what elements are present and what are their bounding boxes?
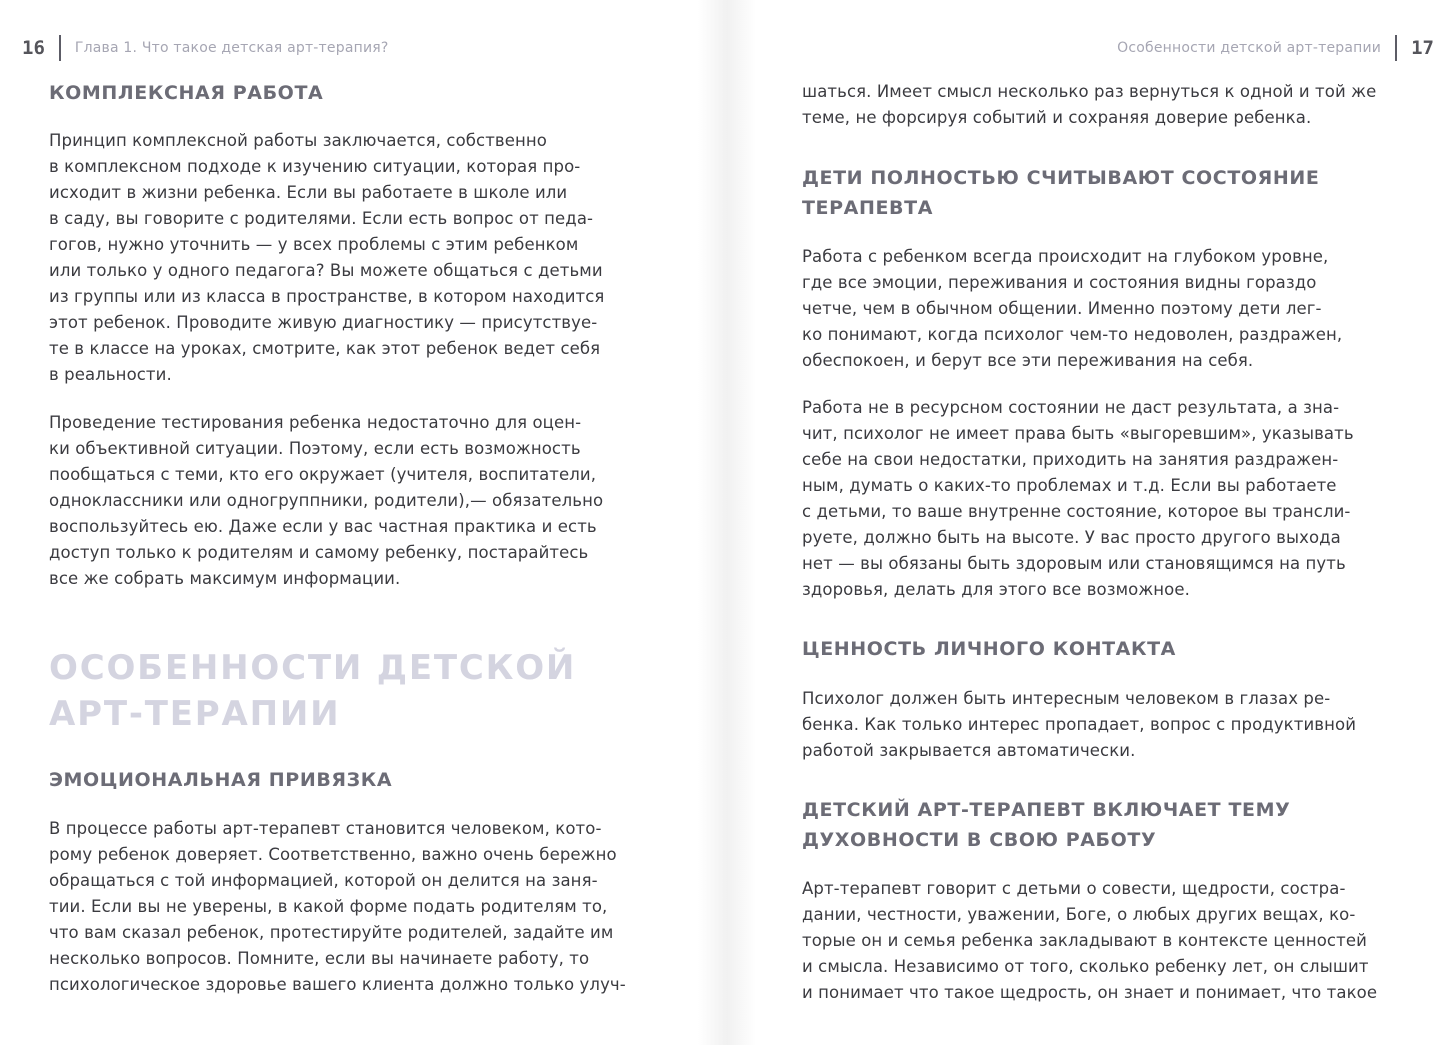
paragraph-resource-state: Работа не в ресурсном состоянии не даст результата, а зна- чит, психолог не имеет права быть «выгоревшим», указывать себе на свои недостатки, приходить на занятия раздражен- ным, думать о каких-то проблемах и т.д. Если вы работаете с детьми, то ваше внутренне состояние, которое вы трансли- руете, должно быть на высоте. У вас просто другого выхода нет — вы обязаны быть здоровым или становящимся на путь здоровья, делать для этого все возможное. bbox=[802, 398, 1354, 599]
right-running-title: Особенности детской арт-терапии bbox=[1117, 40, 1382, 56]
left-header-divider bbox=[59, 35, 61, 61]
paragraph-complex-2: Проведение тестирования ребенка недостаточно для оцен- ки объективной ситуации. Поэтому, если есть возможность пообщаться с теми, кто его окружает (учителя, воспитатели, одноклассники или одногруппники, родители),— обязательно воспользуйтесь ею. Даже если у вас частная практика и есть доступ только к родителям и самому ребенку, постарайтесь все же собрать максимум информации. bbox=[49, 413, 604, 588]
paragraph-deep-level: Работа с ребенком всегда происходит на глубоком уровне, где все эмоции, переживания и состояния видны гораздо четче, чем в обычном общении. Именно поэтому дети лег- ко понимают, когда психолог чем-то недоволен, раздражен, обеспокоен, и берут все эти переживания на себя. bbox=[802, 247, 1343, 370]
heading-emotional-attachment: ЭМОЦИОНАЛЬНАЯ ПРИВЯЗКА bbox=[49, 769, 393, 791]
paragraph-emotional: В процессе работы арт-терапевт становится человеком, кото- рому ребенок доверяет. Соответственно, важно очень бережно обращаться с той информацией, которой он делится на заня- тии. Если вы не уверены, в какой форме подать родителям то, что вам сказал ребенок, протестируйте родителей, задайте им несколько вопросов. Помните, если вы начинаете работу, то психологическое здоровье вашего клиента должно только улуч- bbox=[49, 819, 626, 994]
left-running-title: Глава 1. Что такое детская арт-терапия? bbox=[74, 40, 389, 56]
paragraph-personal-contact: Психолог должен быть интересным человеком в глазах ре- бенка. Как только интерес пропадает, вопрос с продуктивной работой закрывается автоматически. bbox=[802, 689, 1357, 760]
left-running-head bbox=[22, 33, 389, 63]
right-page-number: 17 bbox=[1411, 37, 1434, 59]
heading-personal-contact: ЦЕННОСТЬ ЛИЧНОГО КОНТАКТА bbox=[802, 638, 1176, 660]
right-header-divider bbox=[1395, 35, 1397, 61]
paragraph-continuation: шаться. Имеет смысл несколько раз вернуться к одной и той же теме, не форсируя событий и сохраняя доверие ребенка. bbox=[802, 82, 1377, 127]
section-title: ОСОБЕННОСТИ ДЕТСКОЙ АРТ-ТЕРАПИИ bbox=[49, 648, 577, 734]
right-running-head bbox=[1117, 33, 1434, 63]
heading-children-read-state: ДЕТИ ПОЛНОСТЬЮ СЧИТЫВАЮТ СОСТОЯНИЕ ТЕРАПЕВТА bbox=[802, 167, 1320, 219]
heading-spirituality: ДЕТСКИЙ АРТ-ТЕРАПЕВТ ВКЛЮЧАЕТ ТЕМУ ДУХОВНОСТИ В СВОЮ РАБОТУ bbox=[802, 799, 1291, 851]
left-page-number: 16 bbox=[22, 37, 45, 59]
heading-complex-work: КОМПЛЕКСНАЯ РАБОТА bbox=[49, 82, 324, 104]
paragraph-spirituality: Арт-терапевт говорит с детьми о совести, щедрости, состра- дании, честности, уважении, Боге, о любых других вещах, ко- торые он и семья ребенка закладывают в контексте ценностей и смысла. Независимо от того, сколько ребенку лет, он слышит и понимает что такое щедрость, он знает и понимает, что такое bbox=[802, 879, 1378, 1002]
paragraph-complex-1: Принцип комплексной работы заключается, собственно в комплексном подходе к изучению ситуации, которая про- исходит в жизни ребенка. Если вы работаете в школе или в саду, вы говорите с родителями. Если есть вопрос от педа- гогов, нужно уточнить — у всех проблемы с этим ребенком или только у одного педагога? Вы можете общаться с детьми из группы или из класса в пространстве, в котором находится этот ребенок. Проводите живую диагностику — присутствуе- те в классе на уроках, смотрите, как этот ребенок ведет себя в реальности. bbox=[49, 131, 605, 384]
